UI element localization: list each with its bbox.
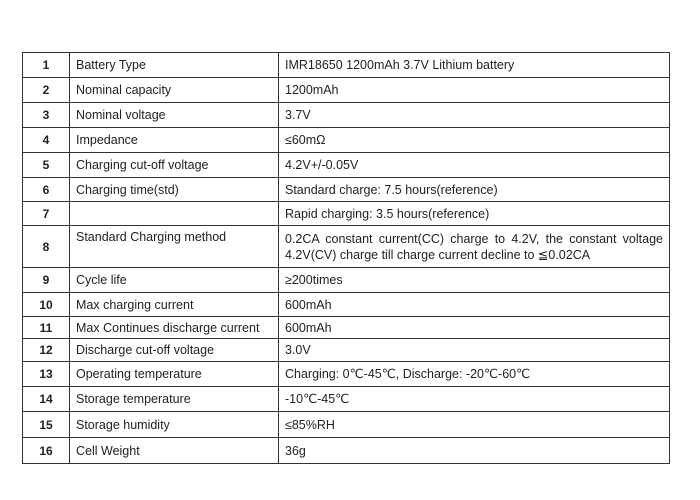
- parameter-name: Nominal capacity: [70, 78, 279, 103]
- table-row: [23, 412, 670, 438]
- parameter-name: Operating temperature: [70, 362, 279, 387]
- table-row: [23, 317, 670, 339]
- row-number: 9: [23, 268, 70, 293]
- parameter-value: 36g: [279, 438, 670, 464]
- parameter-value: 600mAh: [279, 317, 670, 339]
- parameter-value: -10℃-45℃: [279, 387, 670, 412]
- spec-table-body: [23, 53, 670, 464]
- row-number: 11: [23, 317, 70, 339]
- row-number: 5: [23, 153, 70, 178]
- table-row: [23, 268, 670, 293]
- table-row: [23, 103, 670, 128]
- row-number: 16: [23, 438, 70, 464]
- row-number: 10: [23, 293, 70, 317]
- parameter-value: 1200mAh: [279, 78, 670, 103]
- row-number: 14: [23, 387, 70, 412]
- parameter-value: ≥200times: [279, 268, 670, 293]
- row-number: 3: [23, 103, 70, 128]
- parameter-name: Standard Charging method: [70, 226, 279, 268]
- table-row: [23, 53, 670, 78]
- table-row: [23, 339, 670, 362]
- row-number: 15: [23, 412, 70, 438]
- parameter-name: Max Continues discharge current: [70, 317, 279, 339]
- row-number: 12: [23, 339, 70, 362]
- row-number: 1: [23, 53, 70, 78]
- row-number: 6: [23, 178, 70, 202]
- parameter-name: Cycle life: [70, 268, 279, 293]
- table-row: [23, 153, 670, 178]
- parameter-name: Storage temperature: [70, 387, 279, 412]
- row-number: 2: [23, 78, 70, 103]
- parameter-value: ≤60mΩ: [279, 128, 670, 153]
- table-row: [23, 293, 670, 317]
- parameter-name: Max charging current: [70, 293, 279, 317]
- row-number: 4: [23, 128, 70, 153]
- table-row: [23, 387, 670, 412]
- parameter-name: Nominal voltage: [70, 103, 279, 128]
- parameter-value: Rapid charging: 3.5 hours(reference): [279, 202, 670, 226]
- parameter-value: IMR18650 1200mAh 3.7V Lithium battery: [279, 53, 670, 78]
- row-number: 7: [23, 202, 70, 226]
- parameter-name: Charging time(std): [70, 178, 279, 202]
- parameter-name: Charging cut-off voltage: [70, 153, 279, 178]
- table-row: [23, 226, 670, 268]
- table-row: [23, 438, 670, 464]
- parameter-value: Charging: 0℃-45℃, Discharge: -20℃-60℃: [279, 362, 670, 387]
- table-row: [23, 202, 670, 226]
- parameter-name: Cell Weight: [70, 438, 279, 464]
- table-row: [23, 128, 670, 153]
- parameter-name: Impedance: [70, 128, 279, 153]
- table-row: [23, 362, 670, 387]
- row-number: 8: [23, 226, 70, 268]
- parameter-name: Battery Type: [70, 53, 279, 78]
- parameter-name: Discharge cut-off voltage: [70, 339, 279, 362]
- parameter-name: Storage humidity: [70, 412, 279, 438]
- parameter-value: 600mAh: [279, 293, 670, 317]
- parameter-value: ≤85%RH: [279, 412, 670, 438]
- battery-spec-table: [22, 52, 670, 464]
- parameter-value: 3.0V: [279, 339, 670, 362]
- parameter-name: [70, 202, 279, 226]
- row-number: 13: [23, 362, 70, 387]
- table-row: [23, 78, 670, 103]
- parameter-value: 0.2CA constant current(CC) charge to 4.2V, the constant voltage 4.2V(CV) charge till charge current decline to ≦0.02CA: [279, 226, 670, 268]
- parameter-value: 4.2V+/-0.05V: [279, 153, 670, 178]
- parameter-value: 3.7V: [279, 103, 670, 128]
- parameter-value: Standard charge: 7.5 hours(reference): [279, 178, 670, 202]
- table-row: [23, 178, 670, 202]
